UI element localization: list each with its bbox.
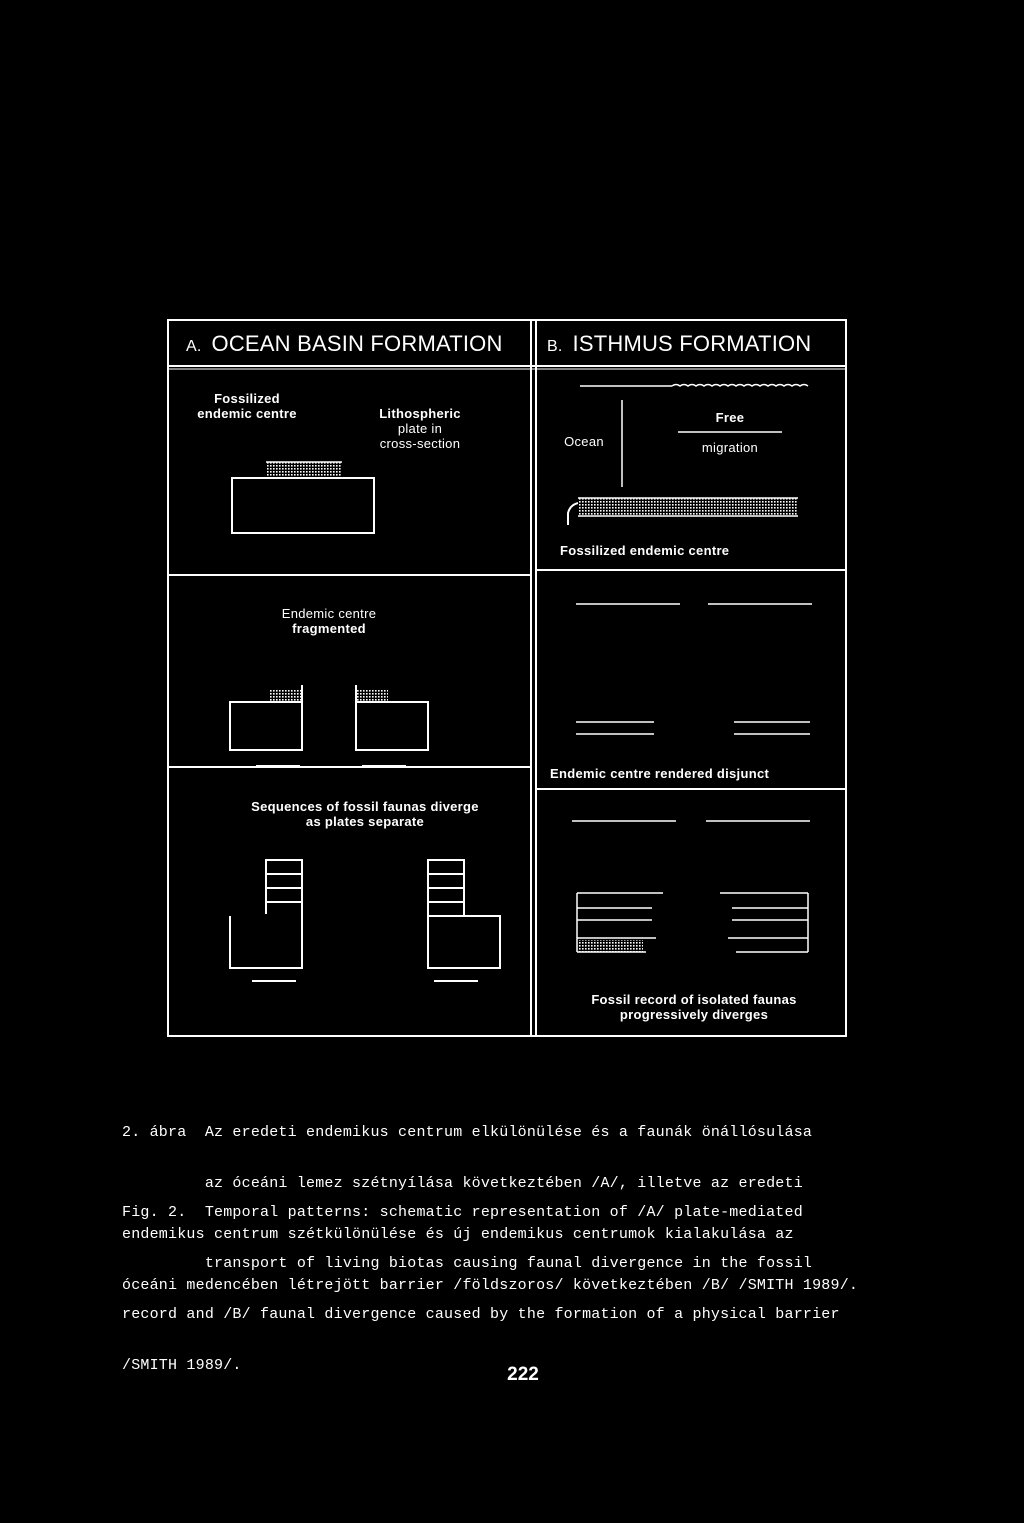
a2-fragment-diagram	[230, 685, 428, 766]
b1-bottom-label: Fossilized endemic centre	[560, 543, 730, 558]
a1-fossil-label	[182, 391, 312, 421]
a1-label-line-3: Lithospheric	[379, 406, 461, 421]
a1-label-line-5: cross-section	[379, 436, 461, 451]
caption-en-line-3: record and /B/ faunal divergence caused by the formation of a physical barrier	[122, 1306, 840, 1323]
caption-hu-line-2: az óceáni lemez szétnyílása következtében /A/, illetve az eredeti	[122, 1175, 803, 1192]
caption-en-line-1: Fig. 2. Temporal patterns: schematic representation of /A/ plate-mediated	[122, 1204, 803, 1221]
a1-plate-label	[350, 406, 490, 451]
b1-free-label: Free	[715, 410, 745, 425]
col-b-letter: B.	[547, 338, 563, 355]
caption-en-line-4: /SMITH 1989/.	[122, 1357, 242, 1374]
a1-plate-diagram	[232, 462, 374, 533]
b3-label	[562, 992, 826, 1022]
b2-label: Endemic centre rendered disjunct	[550, 766, 770, 781]
page-number: 222	[507, 1364, 539, 1385]
col-a-header	[186, 331, 503, 357]
col-a-letter: A.	[186, 338, 202, 355]
b1-ocean-label: Ocean	[564, 434, 604, 449]
caption-english	[122, 1170, 840, 1391]
a2-label-line-2: fragmented	[292, 621, 366, 636]
b3-isolated-diagram	[572, 821, 810, 952]
caption-hu-line-3: endemikus centrum szétkülönülése és új endemikus centrumok kialakulása az	[122, 1226, 794, 1243]
a2-label	[249, 606, 409, 636]
b1-migration-label: migration	[701, 440, 759, 455]
figure-frame	[168, 320, 846, 1036]
col-a-title: OCEAN BASIN FORMATION	[211, 331, 503, 356]
a2-label-line-1: Endemic centre	[281, 606, 377, 621]
a3-sequence-diagram	[230, 860, 500, 981]
b3-label-line-2: progressively diverges	[619, 1007, 769, 1022]
caption-hu-line-4: óceáni medencében létrejött barrier /földszoros/ következtében /B/ /SMITH 1989/.	[122, 1277, 859, 1294]
a1-label-line-2: endemic centre	[197, 406, 297, 421]
a3-label	[195, 799, 535, 829]
col-b-title: ISTHMUS FORMATION	[572, 331, 812, 356]
col-b-header	[547, 331, 811, 357]
a1-label-line-4: plate in	[397, 421, 443, 436]
a3-label-line-2: as plates separate	[305, 814, 425, 829]
caption-en-line-2: transport of living biotas causing faunal divergence in the fossil	[122, 1255, 813, 1272]
b2-disjunct-diagram	[576, 604, 812, 734]
a1-label-line-1: Fossilized	[214, 391, 280, 406]
b3-label-line-1: Fossil record of isolated faunas	[591, 992, 797, 1007]
caption-hu-line-1: 2. ábra Az eredeti endemikus centrum elkülönülése és a faunák önállósulása	[122, 1124, 813, 1141]
a3-label-line-1: Sequences of fossil faunas diverge	[251, 799, 479, 814]
